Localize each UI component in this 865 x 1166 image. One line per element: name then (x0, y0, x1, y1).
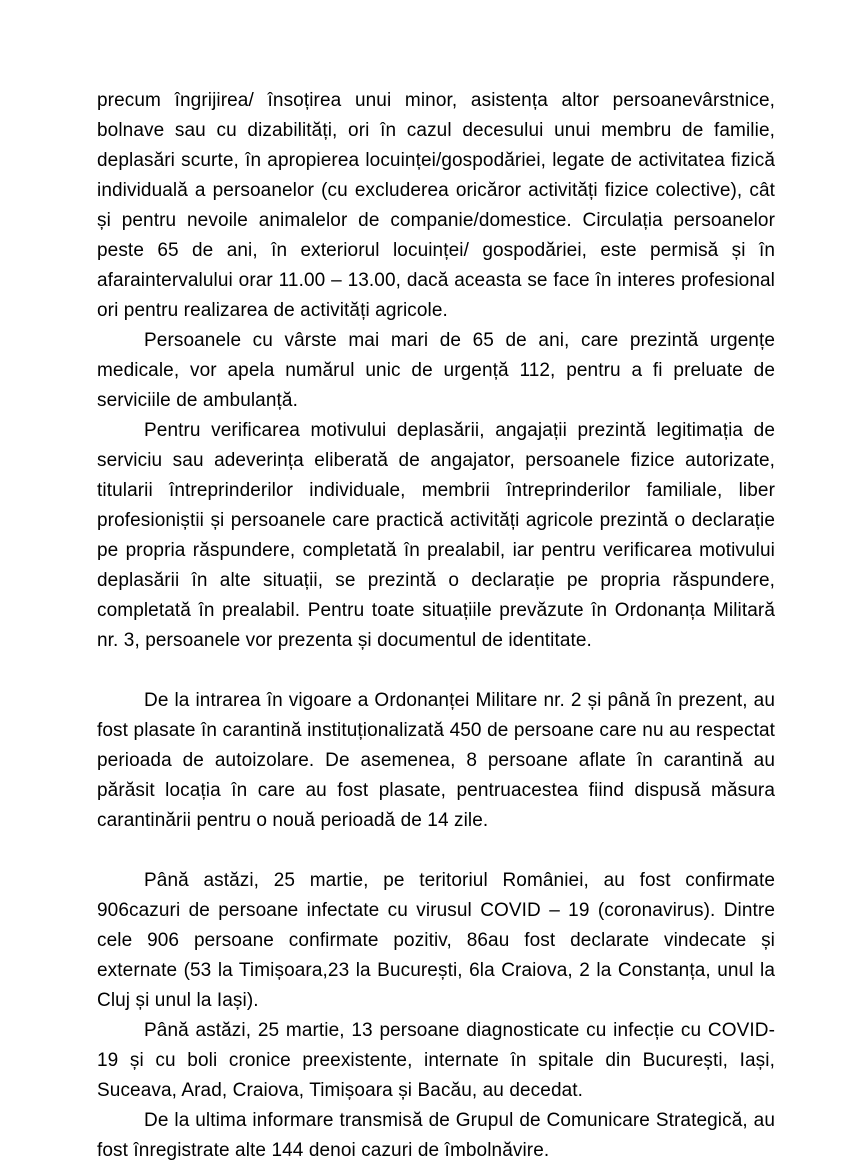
paragraph-quarantine-450: De la intrarea în vigoare a Ordonanței Militare nr. 2 și până în prezent, au fost plasate în carantină instituționalizată 450 de persoane care nu au respectat perioada de autoizolare. De asemenea, 8 persoane aflate în carantină au părăsit locația în care au fost plasate, pentruacestea fiind dispusă măsura carantinării pentru o nouă perioadă de 14 zile. (97, 690, 775, 831)
paragraph-new-cases-144: De la ultima informare transmisă de Grupul de Comunicare Strategică, au fost înregistrate alte 144 denoi cazuri de îmbolnăvire. (97, 1110, 775, 1161)
paragraph-continuation-restrictions: precum îngrijirea/ însoțirea unui minor, asistența altor persoanevârstnice, bolnave sau cu dizabilități, ori în cazul decesului unui membru de familie, deplasări scurte, în apropierea locuinței/gospodăriei, legate de activitatea fizică individuală a persoanelor (cu excluderea oricăror activități fizice colective), cât și pentru nevoile animalelor de companie/domestice. Circulația persoanelor peste 65 de ani, în exteriorul locuinței/ gospodăriei, este permisă și în afaraintervalului orar 11.00 – 13.00, dacă aceasta se face în interes profesional ori pentru realizarea de activități agricole. (97, 90, 775, 321)
paragraph-deaths-13: Până astăzi, 25 martie, 13 persoane diagnosticate cu infecție cu COVID-19 și cu boli cronice preexistente, internate în spitale din București, Iași, Suceava, Arad, Craiova, Timișoara și Bacău, au decedat. (97, 1020, 775, 1101)
paragraph-confirmed-cases-906: Până astăzi, 25 martie, pe teritoriul României, au fost confirmate 906cazuri de persoane infectate cu virusul COVID – 19 (coronavirus). Dintre cele 906 persoane confirmate pozitiv, 86au fost declarate vindecate și externate (53 la Timișoara,23 la București, 6la Craiova, 2 la Constanța, unul la Cluj și unul la Iași). (97, 870, 775, 1011)
paragraph-emergency-112: Persoanele cu vârste mai mari de 65 de ani, care prezintă urgențe medicale, vor apela numărul unic de urgență 112, pentru a fi preluate de serviciile de ambulanță. (97, 330, 775, 411)
paragraph-verification-documents: Pentru verificarea motivului deplasării, angajații prezintă legitimația de serviciu sau adeverința eliberată de angajator, persoanele fizice autorizate, titularii întreprinderilor individuale, membrii întreprinderilor familiale, liber profesioniștii și persoanele care practică activități agricole prezintă o declarație pe propria răspundere, completată în prealabil, iar pentru verificarea motivului deplasării în alte situații, se prezintă o declarație pe propria răspundere, completată în prealabil. Pentru toate situațiile prevăzute în Ordonanța Militară nr. 3, persoanele vor prezenta și documentul de identitate. (97, 420, 775, 651)
